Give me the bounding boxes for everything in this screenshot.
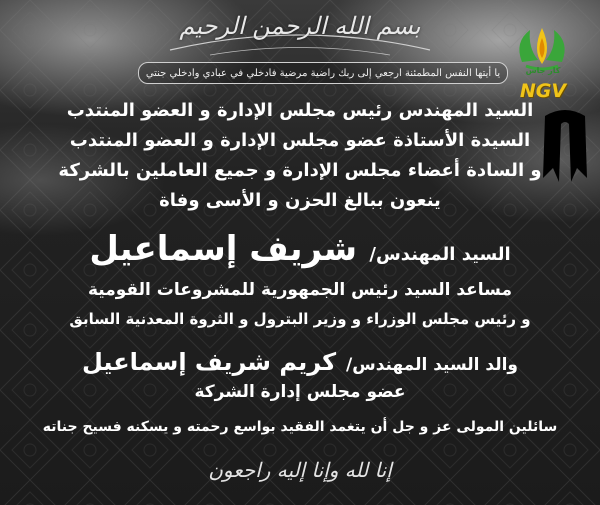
deceased-name: شريف إسماعيل	[89, 229, 358, 269]
announcement-line-3: و السادة أعضاء مجلس الإدارة و جميع العاملين بالشركة	[58, 160, 542, 181]
deceased-position-1: مساعد السيد رئيس الجمهورية للمشروعات القومية	[88, 280, 512, 300]
basmala-text: بسم الله الرحمن الرحيم	[179, 12, 421, 40]
relative-line	[20, 350, 580, 374]
logo-brand-text: NGV	[519, 80, 567, 102]
announcement-line-4: ينعون ببالغ الحزن و الأسى وفاة	[159, 190, 441, 211]
logo-arabic-name: كار جاس	[525, 66, 561, 75]
deceased-title: السيد المهندس/	[369, 244, 511, 265]
closing-verse: إنا لله وإنا إليه راجعون	[208, 458, 392, 482]
verse-frame	[138, 62, 508, 84]
relative-title: والد السيد المهندس/	[346, 355, 518, 375]
announcement-line-2: السيدة الأستاذة عضو مجلس الإدارة و العضو المنتدب	[69, 130, 531, 151]
relative-position: عضو مجلس إدارة الشركة	[194, 382, 406, 402]
verse-text: يا أيتها النفس المطمئنة ارجعي إلى ربك راضية مرضية فادخلي في عبادي وادخلي جنتي	[145, 67, 501, 79]
deceased-line	[20, 229, 580, 269]
relative-name: كريم شريف إسماعيل	[82, 348, 337, 376]
prayer-line: سائلين المولى عز و جل أن يتغمد الفقيد بواسع رحمته و يسكنه فسيح جناته	[42, 419, 558, 435]
deceased-position-2: و رئيس مجلس الوزراء و وزير البترول و الثروة المعدنية السابق	[69, 310, 531, 328]
announcement-line-1: السيد المهندس رئيس مجلس الإدارة و العضو المنتدب	[66, 100, 534, 121]
